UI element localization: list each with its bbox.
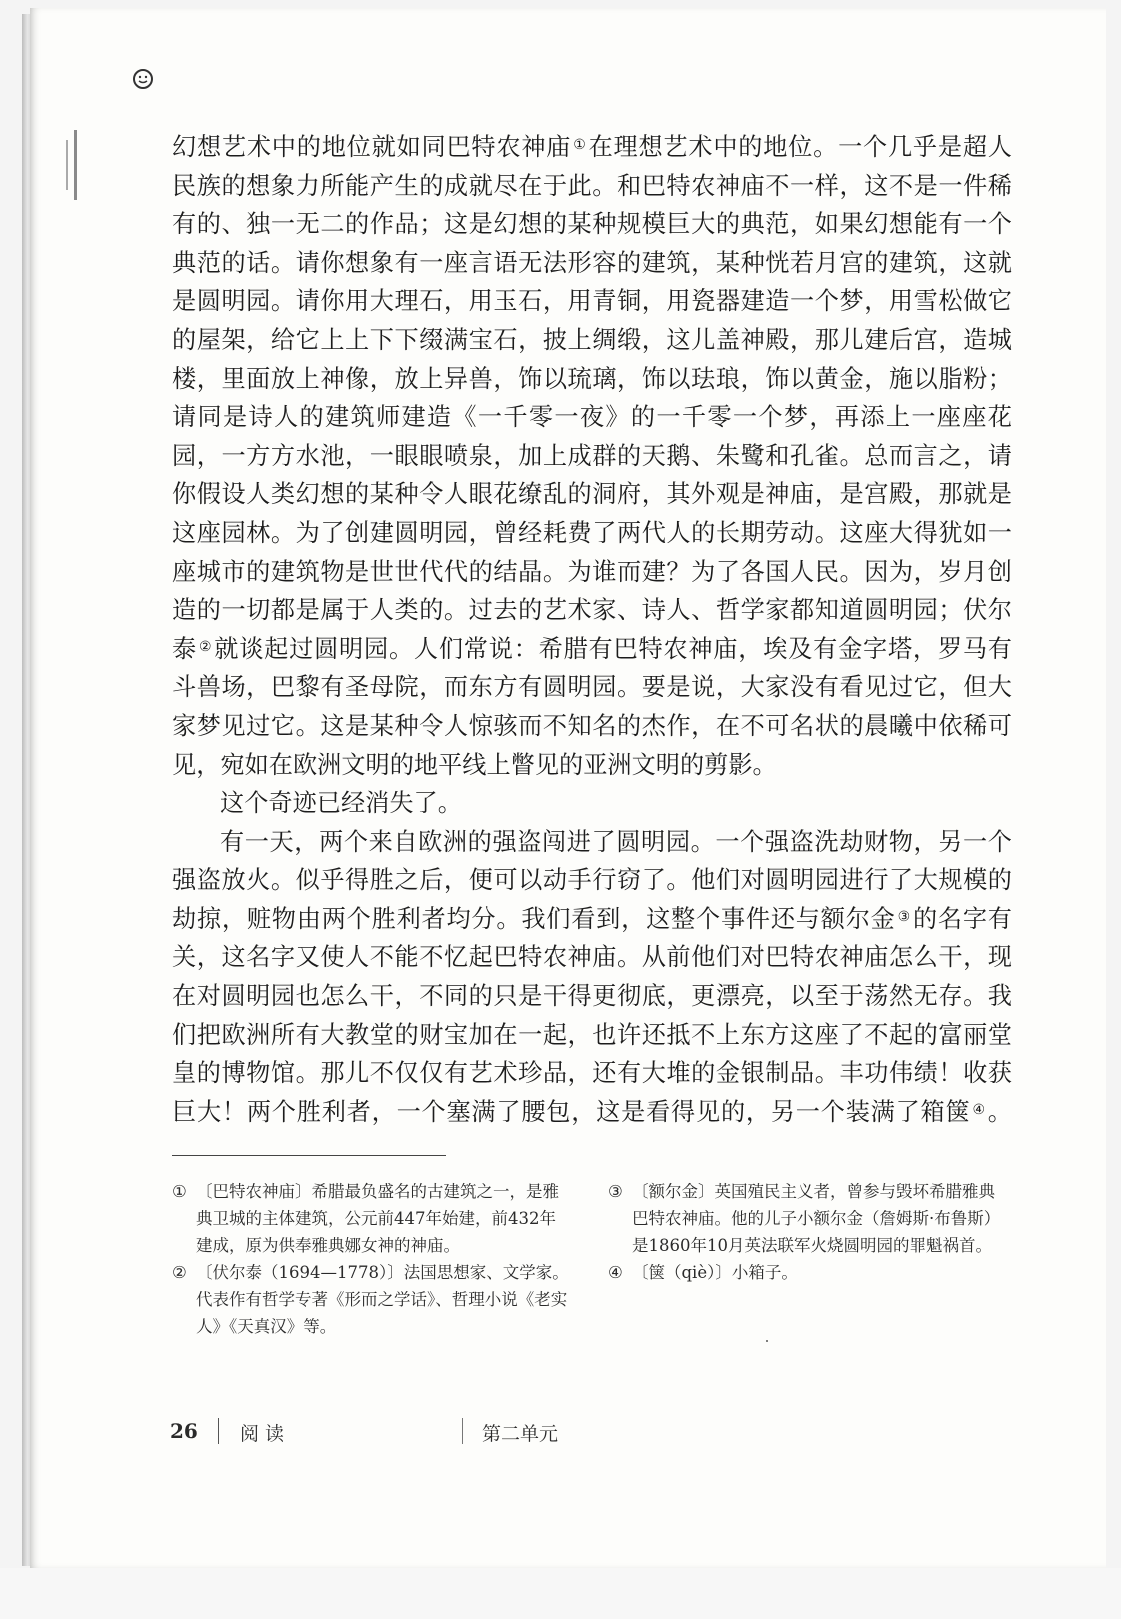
footnote-number: ④ [608, 1263, 623, 1282]
scan-bottom-strip [0, 1568, 1121, 1619]
text-line: 你假设人类幻想的某种令人眼花缭乱的洞府，其外观是神庙，是宫殿，那就是 [172, 480, 1012, 509]
text-line: 关，这名字又使人不能不忆起巴特农神庙。从前他们对巴特农神庙怎么干，现 [172, 943, 1012, 972]
text-segment: 幻想艺术中的地位就如同巴特农神庙 [172, 133, 572, 161]
text-line: 斗兽场，巴黎有圣母院，而东方有圆明园。要是说，大家没有看见过它，但大 [172, 673, 1012, 702]
footnote-marker: ② [198, 638, 213, 655]
text-line: 有一天，两个来自欧洲的强盗闯进了圆明园。一个强盗洗劫财物，另一个 [220, 827, 1012, 856]
footnotes-right-column [608, 1178, 1008, 1286]
text-line: 见，宛如在欧洲文明的地平线上瞥见的亚洲文明的剪影。 [172, 750, 777, 779]
footnote-text: 〔巴特农神庙〕希腊最负盛名的古建筑之一，是雅典卫城的主体建筑，公元前447年始建，前432年建成，原为供奉雅典娜女神的神庙。 [196, 1182, 559, 1255]
text-line: 们把欧洲所有大教堂的财宝加在一起，也许还抵不上东方这座了不起的富丽堂 [172, 1020, 1012, 1049]
text-line: 家梦见过它。这是某种令人惊骇而不知名的杰作，在不可名状的晨曦中依稀可 [172, 711, 1012, 740]
margin-mark [66, 140, 68, 190]
text-line: 典范的话。请你想象有一座言语无法形容的建筑，某种恍若月宫的建筑，这就 [172, 248, 1012, 277]
text-line: 有的、独一无二的作品；这是幻想的某种规模巨大的典范，如果幻想能有一个 [172, 210, 1012, 239]
text-line: 楼，里面放上神像，放上异兽，饰以琉璃，饰以珐琅，饰以黄金，施以脂粉； [172, 364, 1012, 393]
text-line [172, 900, 1012, 939]
footnote-marker: ① [573, 137, 587, 153]
footnote-item [608, 1259, 1008, 1286]
footnote-number: ② [172, 1263, 187, 1282]
text-line: 民族的想象力所能产生的成就尽在于此。和巴特农神庙不一样，这不是一件稀 [172, 171, 1012, 200]
text-segment: 劫掠，赃物由两个胜利者均分。我们看到，这整个事件还与额尔金 [172, 904, 896, 933]
page-number: 26 [170, 1419, 198, 1443]
footer-separator [218, 1418, 219, 1444]
text-segment: 就谈起过圆明园。人们常说：希腊有巴特农神庙，埃及有金字塔，罗马有 [214, 634, 1012, 663]
text-line [172, 128, 1012, 167]
footnote-number: ① [172, 1182, 187, 1201]
footnote-text: 〔箧（qiè）〕小箱子。 [632, 1263, 798, 1282]
footnote-item [608, 1178, 1008, 1259]
text-segment: 。 [987, 1097, 1012, 1126]
margin-mark [74, 130, 77, 200]
footer-separator [462, 1418, 463, 1444]
footer-section-title: 阅读 [240, 1423, 291, 1445]
footnote-item [172, 1178, 572, 1259]
footnote-marker: ③ [897, 908, 911, 925]
text-line: 是圆明园。请你用大理石，用玉石，用青铜，用瓷器建造一个梦，用雪松做它 [172, 287, 1012, 316]
text-line: 造的一切都是属于人类的。过去的艺术家、诗人、哲学家都知道圆明园；伏尔 [172, 596, 1012, 625]
text-line [172, 1093, 1012, 1132]
text-segment: 泰 [172, 634, 197, 663]
footnote-rule [172, 1155, 446, 1156]
text-line [172, 630, 1012, 669]
text-segment: 在理想艺术中的地位。一个几乎是超人 [588, 133, 1012, 161]
text-line: 强盗放火。似乎得胜之后，便可以动手行窃了。他们对圆明园进行了大规模的 [172, 866, 1012, 895]
text-line: 皇的博物馆。那儿不仅仅有艺术珍品，还有大堆的金银制品。丰功伟绩！收获 [172, 1059, 1012, 1088]
text-line: 在对圆明园也怎么干，不同的只是干得更彻底，更漂亮，以至于荡然无存。我 [172, 982, 1012, 1011]
text-segment: 巨大！两个胜利者，一个塞满了腰包，这是看得见的，另一个装满了箱箧 [172, 1097, 971, 1126]
text-line: 园，一方方水池，一眼眼喷泉，加上成群的天鹅、朱鹭和孔雀。总而言之，请 [172, 441, 1012, 470]
text-line: 的屋架，给它上上下下缀满宝石，披上绸缎，这儿盖神殿，那儿建后宫，造城 [172, 325, 1012, 354]
text-line: 请同是诗人的建筑师建造《一千零一夜》的一千零一个梦，再添上一座座花 [172, 403, 1012, 432]
text-line: 这座园林。为了创建圆明园，曾经耗费了两代人的长期劳动。这座大得犹如一 [172, 518, 1012, 547]
text-segment: 的名字有 [912, 904, 1012, 933]
scan-speck [766, 1340, 768, 1342]
footnote-item [172, 1259, 572, 1340]
footnote-number: ③ [608, 1182, 623, 1201]
footnotes-left-column [172, 1178, 572, 1340]
footer-unit-title: 第二单元 [482, 1423, 559, 1445]
text-line: 座城市的建筑物是世世代代的结晶。为谁而建？为了各国人民。因为，岁月创 [172, 557, 1012, 586]
footnote-marker: ④ [972, 1101, 986, 1118]
footnote-text: 〔伏尔泰（1694—1778）〕法国思想家、文学家。代表作有哲学专著《形而之学话》、哲理小说《老实人》《天真汉》等。 [196, 1263, 569, 1336]
main-text [172, 128, 1012, 1131]
text-line: 这个奇迹已经消失了。 [220, 789, 462, 818]
smiley-icon [132, 68, 154, 90]
footnote-text: 〔额尔金〕英国殖民主义者，曾参与毁坏希腊雅典巴特农神庙。他的儿子小额尔金（詹姆斯·布鲁斯）是1860年10月英法联军火烧圆明园的罪魁祸首。 [632, 1182, 1001, 1255]
